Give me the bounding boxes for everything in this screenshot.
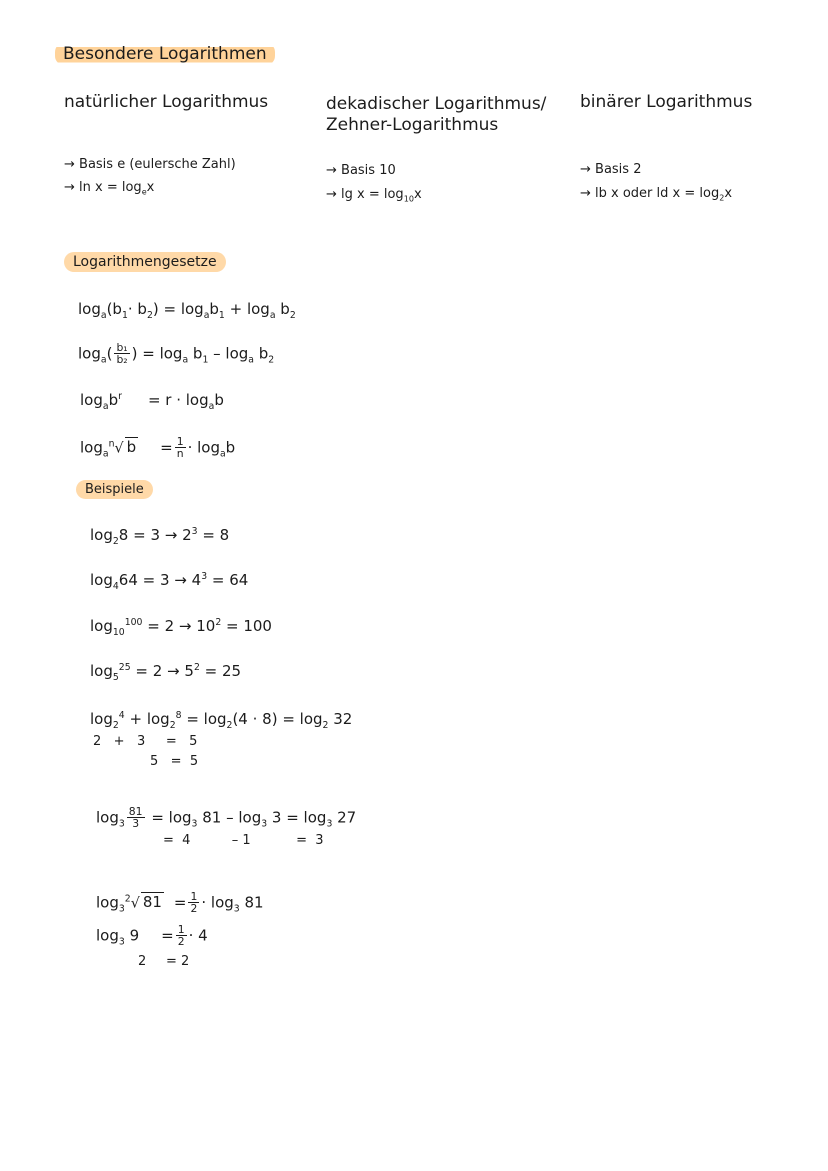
column-decadic-heading-2: Zehner-Logarithmus (326, 115, 499, 135)
column-binary-basis: → Basis 2 (580, 162, 642, 177)
example-6: $\log_3$ $\frac{81}{3}$ = $\log_3 81 - \log_3 3 = \log_3 27$ (96, 805, 357, 831)
column-binary-heading: binärer Logarithmus (580, 92, 753, 112)
page-title: Besondere Logarithmen (55, 46, 275, 63)
rule-quotient: $\log_a$( $\frac{\text{b₁}}{\text{b₂}}$ ) = $\log_a b_1 - \log_a b_2$ (78, 341, 275, 367)
example-7-row-3-right: = 2 (166, 954, 190, 969)
example-5-row-2: 2 + 3 = 5 (93, 734, 198, 749)
column-decadic-heading: dekadischer Logarithmus/ (326, 94, 547, 114)
column-natural-basis: → Basis e (eulersche Zahl) (64, 157, 236, 172)
rule-root: $\log_a^n√$ b = $\frac{1}{n}$ · $\log_ab$ (80, 435, 236, 461)
column-natural-heading: natürlicher Logarithmus (64, 92, 269, 112)
example-3: $\log_{10}^{100} = 2 \to 10^2 = 100$ (90, 617, 272, 638)
column-decadic-definition: → $\lg x = \log_{10}x$ (326, 187, 422, 204)
column-binary-definition: → lb x oder ld $x = \log_2x$ (580, 186, 733, 203)
rule-product: $\log_a(b_1\cdot b_2) = \log_ab_1 + \log_a b_2$ (78, 300, 296, 321)
example-4: $\log_5^{25} = 2 \to 5^2 = 25$ (90, 662, 242, 683)
example-2: $\log_464 = 3 \to 4^3 = 64$ (90, 571, 249, 592)
example-7: $\log_3^2√$ 81 = $\frac{1}{2}$ · $\log_3 81$ (96, 890, 264, 916)
rule-power: $\log_ab^r = r \cdot \log_ab$ (80, 391, 224, 412)
example-6-row-2: = 4 – 1 = 3 (163, 833, 324, 848)
column-natural-definition: → $\ln x = \log_ex$ (64, 180, 155, 197)
example-7-row-3-left: 2 (138, 954, 147, 969)
example-5: $\log_2^4 + \log_2^8 = \log_2(4 \cdot 8) = \log_2 32$ (90, 710, 353, 731)
examples-heading: Beispiele (76, 483, 153, 496)
rules-heading: Logarithmengesetze (64, 255, 226, 269)
example-1: $\log_28 = 3 \to 2^3 = 8$ (90, 526, 230, 547)
example-7-row-2: $\log_3 9$ = $\frac{1}{2}$ · 4 (96, 923, 208, 949)
example-5-row-3: 5 = 5 (150, 754, 199, 769)
column-decadic-basis: → Basis 10 (326, 163, 396, 178)
